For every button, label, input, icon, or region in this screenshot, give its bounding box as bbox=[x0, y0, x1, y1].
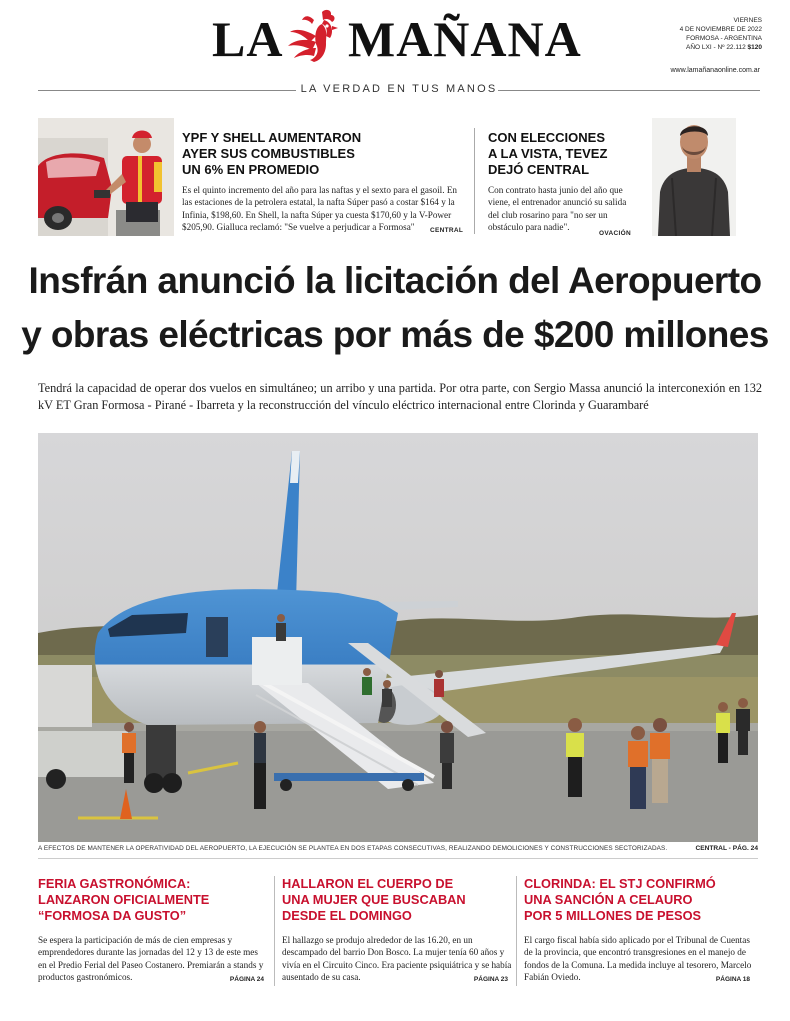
rooster-logo-icon bbox=[286, 6, 344, 66]
teaser-fuel-headline[interactable] bbox=[182, 130, 462, 178]
column-headline-line: LANZARON OFICIALMENTE bbox=[38, 892, 210, 907]
teaser-tevez-headline-line: CON ELECCIONES bbox=[488, 130, 606, 145]
teaser-fuel-headline-line: YPF Y SHELL AUMENTARON bbox=[182, 130, 362, 145]
column-page: PÁGINA 24 bbox=[229, 976, 264, 983]
edition-price-line bbox=[676, 43, 762, 52]
main-headline-line-1: Insfrán anunció la licitación del Aeropuerto bbox=[28, 260, 762, 301]
teaser-tevez-headline-line: A LA VISTA, TEVEZ bbox=[488, 146, 608, 161]
news-column-hallazgo[interactable] bbox=[282, 876, 512, 983]
column-page: PÁGINA 23 bbox=[473, 976, 508, 983]
tagline-rule-left bbox=[38, 90, 296, 91]
tagline-rule-right bbox=[498, 90, 760, 91]
column-body: Se espera la participación de más de cien empresas y emprendedores durante las jornadas del 12 y 13 de este mes en el Predio Ferial del Paseo Costanero. Premiarán a stands y productos gastronómicos. bbox=[38, 935, 264, 982]
teaser-fuel-section: CENTRAL bbox=[430, 227, 464, 234]
teaser-tevez-headline-line: DEJÓ CENTRAL bbox=[488, 162, 590, 177]
column-headline-line: CLORINDA: EL STJ CONFIRMÓ bbox=[524, 876, 716, 891]
column-headline-line: DESDE EL DOMINGO bbox=[282, 908, 412, 923]
masthead-name-left: LA bbox=[212, 11, 284, 67]
teaser-tevez-headline[interactable] bbox=[488, 130, 648, 178]
column-divider bbox=[274, 876, 275, 986]
tagline: LA VERDAD EN TUS MANOS bbox=[300, 83, 498, 95]
main-subhead: Tendrá la capacidad de operar dos vuelos en simultáneo; un arribo y una partida. Por otra parte, con Sergio Massa anunció la interconexión en 132 kV ET Gran Formosa - Pirané - Ibarreta y la reconstrucción del vínculo eléctrico internacional entre Clorinda y Guarambaré bbox=[38, 381, 762, 412]
edition-number: AÑO LXI - Nº 22.112 bbox=[686, 44, 746, 51]
date-location: FORMOSA - ARGENTINA bbox=[686, 35, 762, 42]
column-divider bbox=[516, 876, 517, 986]
website-link[interactable]: www.lamañanaonline.com.ar bbox=[670, 67, 760, 74]
column-headline-line: “FORMOSA DA GUSTO” bbox=[38, 908, 187, 923]
masthead bbox=[200, 4, 600, 74]
coach-portrait-photo[interactable] bbox=[652, 118, 736, 236]
column-headline bbox=[282, 876, 512, 924]
fuel-attendant-photo[interactable] bbox=[38, 118, 174, 236]
teaser-fuel-body: Es el quinto incremento del año para las naftas y el sexto para el gasoil. En las estaciones de la petrolera estatal, la nafta Súper pasó a costar $164 y la Infinia, $198,60. En Shell, la nafta Súper ya cuesta $170,60 y la V-Power $205,90. Gialluca reclamó: "Se vuelve a perjudicar a Formosa" bbox=[182, 185, 458, 233]
date-full: 4 DE NOVIEMBRE DE 2022 bbox=[679, 26, 762, 33]
teaser-tevez-body: Con contrato hasta junio del año que viene, el entrenador anunció su salida del club rosarino para "no ser un obstáculo para nadie". bbox=[488, 185, 627, 233]
main-headline[interactable] bbox=[20, 254, 770, 362]
column-headline bbox=[524, 876, 754, 924]
teaser-fuel-headline-line: UN 6% EN PROMEDIO bbox=[182, 162, 320, 177]
airport-airplane-photo[interactable] bbox=[38, 433, 758, 842]
column-headline-line: HALLARON EL CUERPO DE bbox=[282, 876, 454, 891]
news-column-feria[interactable] bbox=[38, 876, 268, 983]
teaser-fuel-headline-line: AYER SUS COMBUSTIBLES bbox=[182, 146, 355, 161]
column-body: El cargo fiscal había sido aplicado por el Tribunal de Cuentas de la provincia, que encontró transgresiones en el manejo de fondos de la Comuna. La medida incluye al tesorero, Marcelo Fabián Oviedo. bbox=[524, 935, 752, 982]
edition-info bbox=[676, 16, 762, 52]
main-headline-line-2: y obras eléctricas por más de $200 millones bbox=[21, 314, 769, 355]
photo-caption: A EFECTOS DE MANTENER LA OPERATIVIDAD DEL AEROPUERTO, LA EJECUCIÓN SE PLANTEA EN DOS ETAPAS CONSECUTIVAS, REALIZANDO DEMOLICIONES Y CONSTRUCCIONES SECTORIZADAS. bbox=[38, 845, 668, 852]
teaser-tevez-section: OVACIÓN bbox=[599, 230, 631, 237]
news-column-clorinda[interactable] bbox=[524, 876, 754, 983]
tagline-row bbox=[38, 83, 760, 97]
edition-price: $120 bbox=[747, 44, 762, 51]
teaser-divider bbox=[474, 128, 475, 234]
column-headline bbox=[38, 876, 268, 924]
column-headline-line: UNA SANCIÓN A CELAURO bbox=[524, 892, 693, 907]
column-headline-line: UNA MUJER QUE BUSCABAN bbox=[282, 892, 466, 907]
column-headline-line: FERIA GASTRONÓMICA: bbox=[38, 876, 191, 891]
column-body: El hallazgo se produjo alrededor de las 16.20, en un descampado del barrio Don Bosco. La mujer tenía 60 años y vivía en el Circuito Cinco. Era paciente psiquiátrica y se había ausentado de su casa. bbox=[282, 935, 512, 982]
photo-caption-section: CENTRAL - PÁG. 24 bbox=[695, 845, 758, 852]
masthead-name-right: MAÑANA bbox=[348, 11, 582, 67]
section-divider bbox=[38, 858, 758, 859]
column-page: PÁGINA 18 bbox=[715, 976, 750, 983]
date-weekday: VIERNES bbox=[733, 17, 762, 24]
column-headline-line: POR 5 MILLONES DE PESOS bbox=[524, 908, 702, 923]
